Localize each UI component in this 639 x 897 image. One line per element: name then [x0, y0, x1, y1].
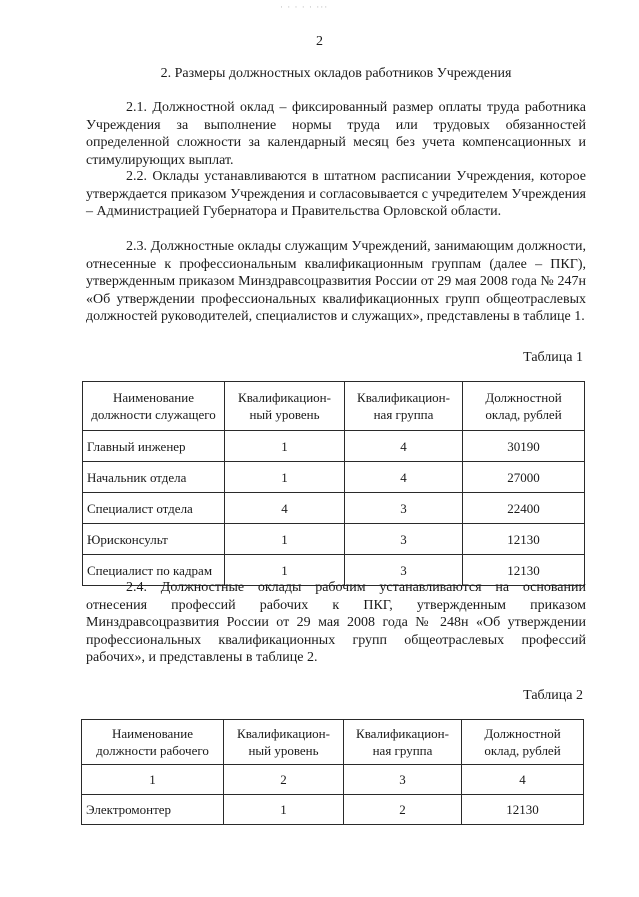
group-cell: 3 — [345, 493, 463, 524]
position-cell: Электромонтер — [82, 795, 224, 825]
group-cell: 3 — [345, 555, 463, 586]
table-header-row — [82, 720, 584, 765]
scan-artifact: · · · · · ··· — [280, 2, 329, 12]
header-cell: Должностной оклад, рублей — [463, 382, 585, 431]
salary-cell: 12130 — [462, 795, 584, 825]
salary-cell: 30190 — [463, 431, 585, 462]
group-cell: 4 — [345, 462, 463, 493]
level-cell: 1 — [225, 555, 345, 586]
position-cell: Юрисконсульт — [83, 524, 225, 555]
table-2-worker-salaries — [81, 719, 584, 825]
salary-cell: 12130 — [463, 524, 585, 555]
group-cell: 2 — [344, 795, 462, 825]
table-2-caption: Таблица 2 — [523, 688, 583, 703]
page-number: 2 — [316, 34, 323, 49]
level-cell: 4 — [225, 493, 345, 524]
table-row — [82, 795, 584, 825]
header-cell: Квалификацион-ная группа — [345, 382, 463, 431]
column-number-cell: 2 — [224, 765, 344, 795]
header-cell: Квалификацион-ная группа — [344, 720, 462, 765]
table-row — [83, 431, 585, 462]
paragraph-2-2: 2.2. Оклады устанавливаются в штатном расписании Учреждения, которое утверждается приказом Учреждения и согласовывается с учредителем Учреждения – Администрацией Губернатора и Правительства Орловской области. — [86, 169, 586, 220]
section-title: 2. Размеры должностных окладов работников Учреждения — [160, 66, 512, 81]
position-cell: Специалист отдела — [83, 493, 225, 524]
group-cell: 4 — [345, 431, 463, 462]
group-cell: 3 — [345, 524, 463, 555]
table-row — [83, 524, 585, 555]
column-number-cell: 3 — [344, 765, 462, 795]
level-cell: 1 — [225, 462, 345, 493]
salary-cell: 12130 — [463, 555, 585, 586]
level-cell: 1 — [225, 431, 345, 462]
paragraph-2-1: 2.1. Должностной оклад – фиксированный размер оплаты труда работника Учреждения за выполнение нормы труда или трудовых обязанностей определенной сложности за календарный месяц без учета компенсационных и стимулирующих выплат. — [86, 100, 586, 168]
header-cell: Квалификацион-ный уровень — [225, 382, 345, 431]
salary-cell: 27000 — [463, 462, 585, 493]
position-cell: Специалист по кадрам — [83, 555, 225, 586]
header-cell: Квалификацион-ный уровень — [224, 720, 344, 765]
table-row — [83, 462, 585, 493]
table-header-row — [83, 382, 585, 431]
table-1-caption: Таблица 1 — [523, 350, 583, 365]
paragraph-2-3: 2.3. Должностные оклады служащим Учреждений, занимающим должности, отнесенные к профессиональным квалификационным группам (далее – ПКГ), утвержденным приказом Минздравсоцразвития России от 29 мая 2008 года № 247н «Об утверждении профессиональных квалификационных групп общеотраслевых должностей руководителей, специалистов и служащих», представлены в таблице 1. — [86, 239, 586, 325]
header-cell: Наименование должности служащего — [83, 382, 225, 431]
table-row — [83, 493, 585, 524]
position-cell: Главный инженер — [83, 431, 225, 462]
column-number-cell: 4 — [462, 765, 584, 795]
level-cell: 1 — [225, 524, 345, 555]
header-cell: Наименование должности рабочего — [82, 720, 224, 765]
table-1-employee-salaries — [82, 381, 585, 586]
column-number-row — [82, 765, 584, 795]
salary-cell: 22400 — [463, 493, 585, 524]
column-number-cell: 1 — [82, 765, 224, 795]
paragraph-2-4: 2.4. Должностные оклады рабочим устанавливаются на основании отнесения профессий рабочих к ПКГ, утвержденным приказом Минздравсоцразвития России от 29 мая 2008 года № 248н «Об утверждении профессиональных квалификационных групп общеотраслевых профессий рабочих», и представлены в таблице 2. — [86, 580, 586, 666]
level-cell: 1 — [224, 795, 344, 825]
header-cell: Должностной оклад, рублей — [462, 720, 584, 765]
position-cell: Начальник отдела — [83, 462, 225, 493]
